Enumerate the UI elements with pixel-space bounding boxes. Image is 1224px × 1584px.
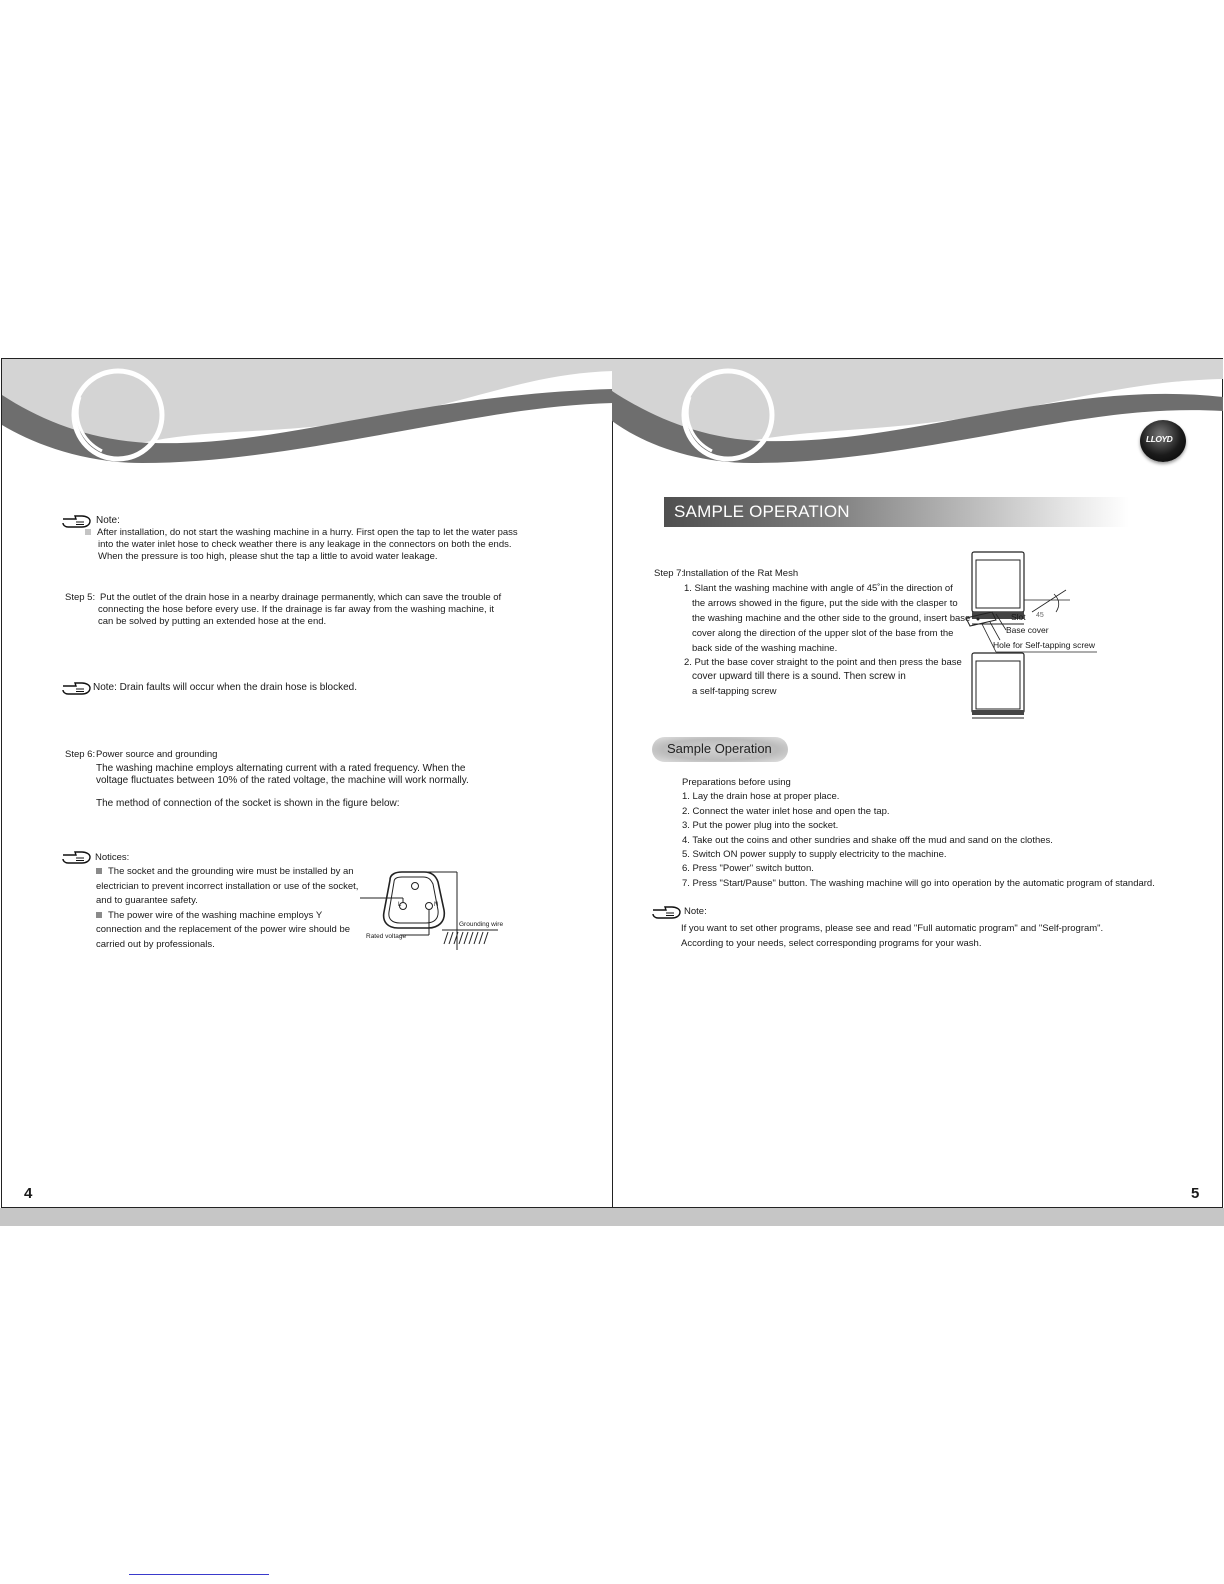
pin-n-label: N <box>434 902 439 908</box>
section-pill <box>652 737 788 762</box>
right-note-line-1: If you want to set other programs, please see and read "Full automatic program" and "Self-program". <box>681 923 1104 934</box>
prep-item-4: 4. Take out the coins and other sundries and shake off the mud and sand on the clothes. <box>682 835 1053 846</box>
note-heading: Note: <box>96 515 120 526</box>
step6-socket-line: The method of connection of the socket is shown in the figure below: <box>96 798 400 809</box>
step7-label: Step 7: <box>654 568 685 579</box>
notices-line-2: electrician to prevent incorrect installation or use of the socket, <box>96 881 359 892</box>
drain-note: Note: Drain faults will occur when the drain hose is blocked. <box>93 682 358 693</box>
section-title: Sample Operation <box>667 741 772 756</box>
step6-line-1: The washing machine employs alternating current with a rated frequency. When the <box>96 763 466 774</box>
socket-diagram <box>360 870 506 958</box>
section-banner <box>664 497 1129 527</box>
right-wave-header <box>612 359 1223 469</box>
rated-voltage-label: Rated voltage <box>366 933 407 940</box>
hole-label: Hole for Self-tapping screw <box>993 640 1096 650</box>
step7-line-1: 1. Slant the washing machine with angle of 45˚in the direction of <box>684 583 953 594</box>
right-note-heading: Note: <box>684 906 707 917</box>
underline-mark <box>129 1574 269 1575</box>
pointing-hand-icon <box>652 904 682 920</box>
square-bullet-icon <box>85 529 91 535</box>
prep-item-7: 7. Press "Start/Pause" button. The washing machine will go into operation by the automatic program of standard. <box>682 878 1155 889</box>
note-line-2: into the water inlet hose to check weather there is any leakage in the connectors on both the ends. <box>98 539 512 550</box>
angle-label: 45 <box>1036 612 1044 619</box>
step7-line-2: the arrows showed in the figure, put the side with the clasper to <box>692 598 958 609</box>
slot-label: Slot <box>1011 612 1026 622</box>
page-divider <box>612 358 613 1208</box>
step5-line-1: Put the outlet of the drain hose in a nearby drainage permanently, which can save the trouble of <box>100 592 502 603</box>
prep-heading: Preparations before using <box>682 777 791 788</box>
prep-item-3: 3. Put the power plug into the socket. <box>682 820 839 831</box>
bottom-bar <box>0 1208 1224 1226</box>
prep-item-6: 6. Press "Power" switch button. <box>682 863 814 874</box>
step7-line-4: cover along the direction of the upper slot of the base from the <box>692 628 954 639</box>
prep-item-2: 2. Connect the water inlet hose and open the tap. <box>682 806 890 817</box>
pin-l-label: L <box>398 902 402 908</box>
step7-line-7: cover upward till there is a sound. Then screw in <box>692 671 906 682</box>
grounding-wire-label: Grounding wire <box>459 921 504 928</box>
step5-label: Step 5: <box>65 592 96 603</box>
notices-heading: Notices: <box>95 852 130 863</box>
step5-line-2: connecting the hose before every use. If the drainage is far away from the washing machine, it <box>98 604 495 615</box>
step5-line-3: can be solved by putting an extended hose at the end. <box>98 616 327 627</box>
pointing-hand-icon <box>62 849 92 865</box>
square-bullet-icon <box>96 868 102 874</box>
left-wave-header <box>2 359 613 469</box>
page-number-left: 4 <box>24 1185 33 1202</box>
pointing-hand-icon <box>62 680 92 696</box>
banner-title: SAMPLE OPERATION <box>674 502 850 521</box>
notices-line-3: and to guarantee safety. <box>96 895 198 906</box>
note-line-1: After installation, do not start the washing machine in a hurry. First open the tap to let the water pass <box>85 526 518 539</box>
step6-label: Step 6: <box>65 749 96 760</box>
step6-title: Power source and grounding <box>96 749 218 760</box>
square-bullet-icon <box>96 912 102 918</box>
prep-item-1: 1. Lay the drain hose at proper place. <box>682 791 840 802</box>
step6-line-2: voltage fluctuates between 10% of the rated voltage, the machine will work normally. <box>96 775 469 786</box>
note-line-3: When the pressure is too high, please shut the tap a little to avoid water leakage. <box>98 551 438 562</box>
step7-line-3: the washing machine and the other side to the ground, insert base <box>692 613 971 624</box>
brand-logo: LLOYD <box>1140 420 1186 462</box>
step7-title: Installation of the Rat Mesh <box>683 568 799 579</box>
step7-line-6: 2. Put the base cover straight to the point and then press the base <box>684 657 962 668</box>
page-number-right: 5 <box>1191 1185 1200 1202</box>
notices-line-1: The socket and the grounding wire must be installed by an <box>96 865 354 878</box>
step7-line-8: a self-tapping screw <box>692 686 777 697</box>
notices-line-5: connection and the replacement of the power wire should be <box>96 924 351 935</box>
notices-line-6: carried out by professionals. <box>96 939 215 950</box>
right-note-line-2: According to your needs, select corresponding programs for your wash. <box>681 938 982 949</box>
step7-line-5: back side of the washing machine. <box>692 643 838 654</box>
notices-line-4: The power wire of the washing machine employs Y <box>96 909 322 922</box>
prep-item-5: 5. Switch ON power supply to supply electricity to the machine. <box>682 849 947 860</box>
base-cover-label: Base cover <box>1006 625 1049 635</box>
